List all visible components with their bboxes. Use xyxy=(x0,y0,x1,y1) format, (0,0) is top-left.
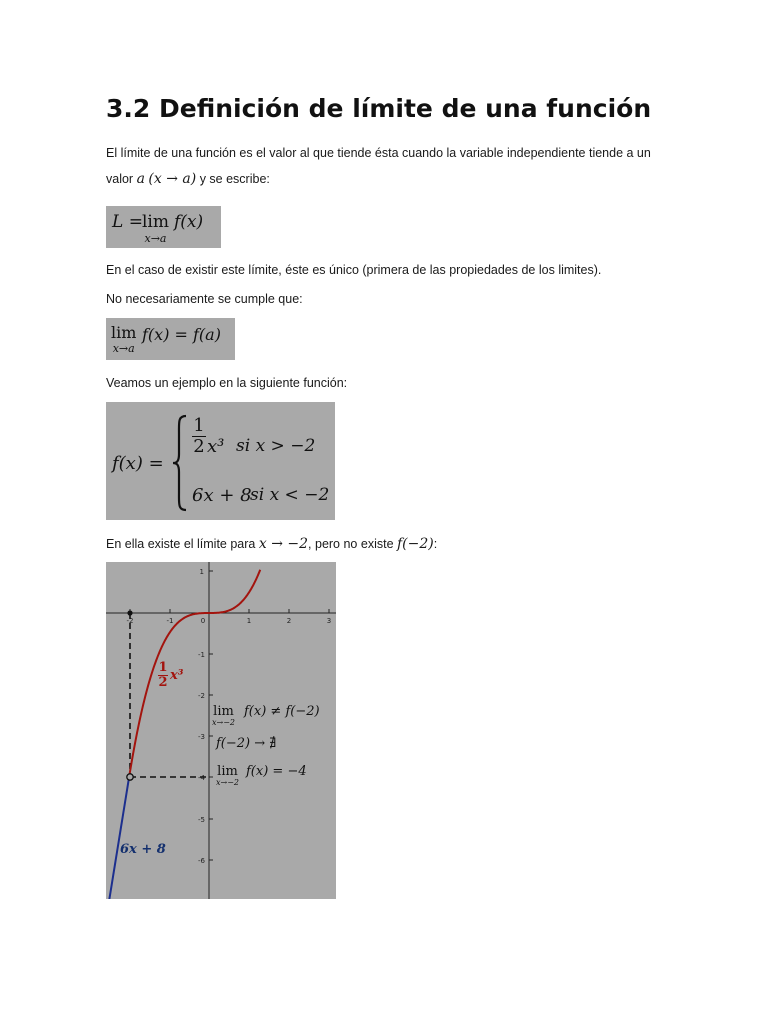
formula3-case2-expr: 6x + 8 xyxy=(192,485,252,506)
y-tick-label: -3 xyxy=(198,733,205,741)
x-tick-label: 3 xyxy=(326,617,332,625)
annotation2: f(−2) → ∄ xyxy=(216,736,277,751)
annotation3-lim-sub: x→−2 xyxy=(216,778,240,787)
y-tick-label: -6 xyxy=(198,857,205,865)
math-x-to-minus-2: x → −2 xyxy=(258,536,309,552)
formula1-lim-word: lim xyxy=(142,212,169,232)
formula1-lim xyxy=(142,214,169,244)
formula3-case1-expr: x³ xyxy=(207,436,225,457)
x-tick-label: 1 xyxy=(246,617,252,625)
page-title: 3.2 Definición de límite de una función xyxy=(106,94,652,123)
formula-piecewise-function xyxy=(106,402,335,520)
linear-label: 6x + 8 xyxy=(120,842,166,857)
math-x-to-a: (x → a) xyxy=(148,171,197,187)
x-tick-label: 2 xyxy=(286,617,292,625)
cubic-label-den: 2 xyxy=(158,675,168,690)
formula3-case1-cond: si x > −2 xyxy=(236,436,316,456)
formula2-lim-sub: x→a xyxy=(112,342,135,355)
y-tick-label: -2 xyxy=(198,692,205,700)
paragraph-uniqueness: En el caso de existir este límite, éste es único (primera de las propiedades de los limites). xyxy=(106,263,602,277)
math-f-of-minus-2: f(−2) xyxy=(397,536,434,552)
y-tick-label: 1 xyxy=(199,568,204,576)
paragraph-intro-line2 xyxy=(106,171,270,187)
formula1-lim-sub: x→a xyxy=(144,232,167,245)
paragraph-intro-line1: El límite de una función es el valor al que tiende ésta cuando la variable independiente tiende a un xyxy=(106,146,651,160)
open-circle-point xyxy=(127,774,133,780)
para5-prefix: En ella existe el límite para xyxy=(106,537,256,551)
para5-middle: , pero no existe xyxy=(308,537,394,551)
annotation3-lim xyxy=(216,765,239,787)
x-tick-label: 0 xyxy=(200,617,206,625)
formula-limit-not-equal xyxy=(106,318,235,360)
formula3-lhs: f(x) = xyxy=(112,453,164,474)
cubic-label-num: 1 xyxy=(158,660,168,675)
formula2-lim-word: lim xyxy=(111,323,137,342)
y-tick-label: -4 xyxy=(198,774,205,782)
x-tick-label: -2 xyxy=(126,617,134,625)
y-tick-label: -5 xyxy=(198,816,205,824)
intro-prefix: valor xyxy=(106,172,134,186)
y-tick-label: -1 xyxy=(198,651,205,659)
formula1-lhs: L = xyxy=(112,212,143,232)
paragraph-example-intro: Veamos un ejemplo en la siguiente función: xyxy=(106,376,348,390)
paragraph-limit-exists xyxy=(106,536,437,552)
linear-curve xyxy=(106,778,129,899)
formula3-frac-den: 2 xyxy=(193,436,205,457)
formula2-lim xyxy=(111,325,136,354)
cubic-label-x: x³ xyxy=(170,668,184,683)
formula2-rhs: f(x) = f(a) xyxy=(142,325,221,344)
paragraph-not-necessarily: No necesariamente se cumple que: xyxy=(106,292,303,306)
formula1-rhs: f(x) xyxy=(174,212,204,232)
x-tick-label: -1 xyxy=(166,617,174,625)
intro-suffix: y se escribe: xyxy=(199,172,270,186)
formula-limit-definition xyxy=(106,206,221,248)
annotation1-lim-sub: x→−2 xyxy=(212,718,236,727)
function-graph xyxy=(106,562,336,899)
annotation1-lim-word: lim xyxy=(213,704,234,719)
annotation1-rhs: f(x) ≠ f(−2) xyxy=(244,704,320,719)
point-minus2-on-axis xyxy=(127,610,132,615)
para5-suffix: : xyxy=(433,537,438,551)
annotation1-lim xyxy=(212,705,235,727)
annotation3-rhs: f(x) = −4 xyxy=(246,764,307,779)
formula3-case2-cond: si x < −2 xyxy=(250,485,330,505)
formula3-fraction xyxy=(192,416,206,457)
left-brace-icon xyxy=(172,414,188,512)
cubic-label-fraction xyxy=(158,661,168,690)
math-variable-a: a xyxy=(136,171,145,187)
formula3-frac-num: 1 xyxy=(193,415,205,436)
annotation3-lim-word: lim xyxy=(217,764,238,779)
